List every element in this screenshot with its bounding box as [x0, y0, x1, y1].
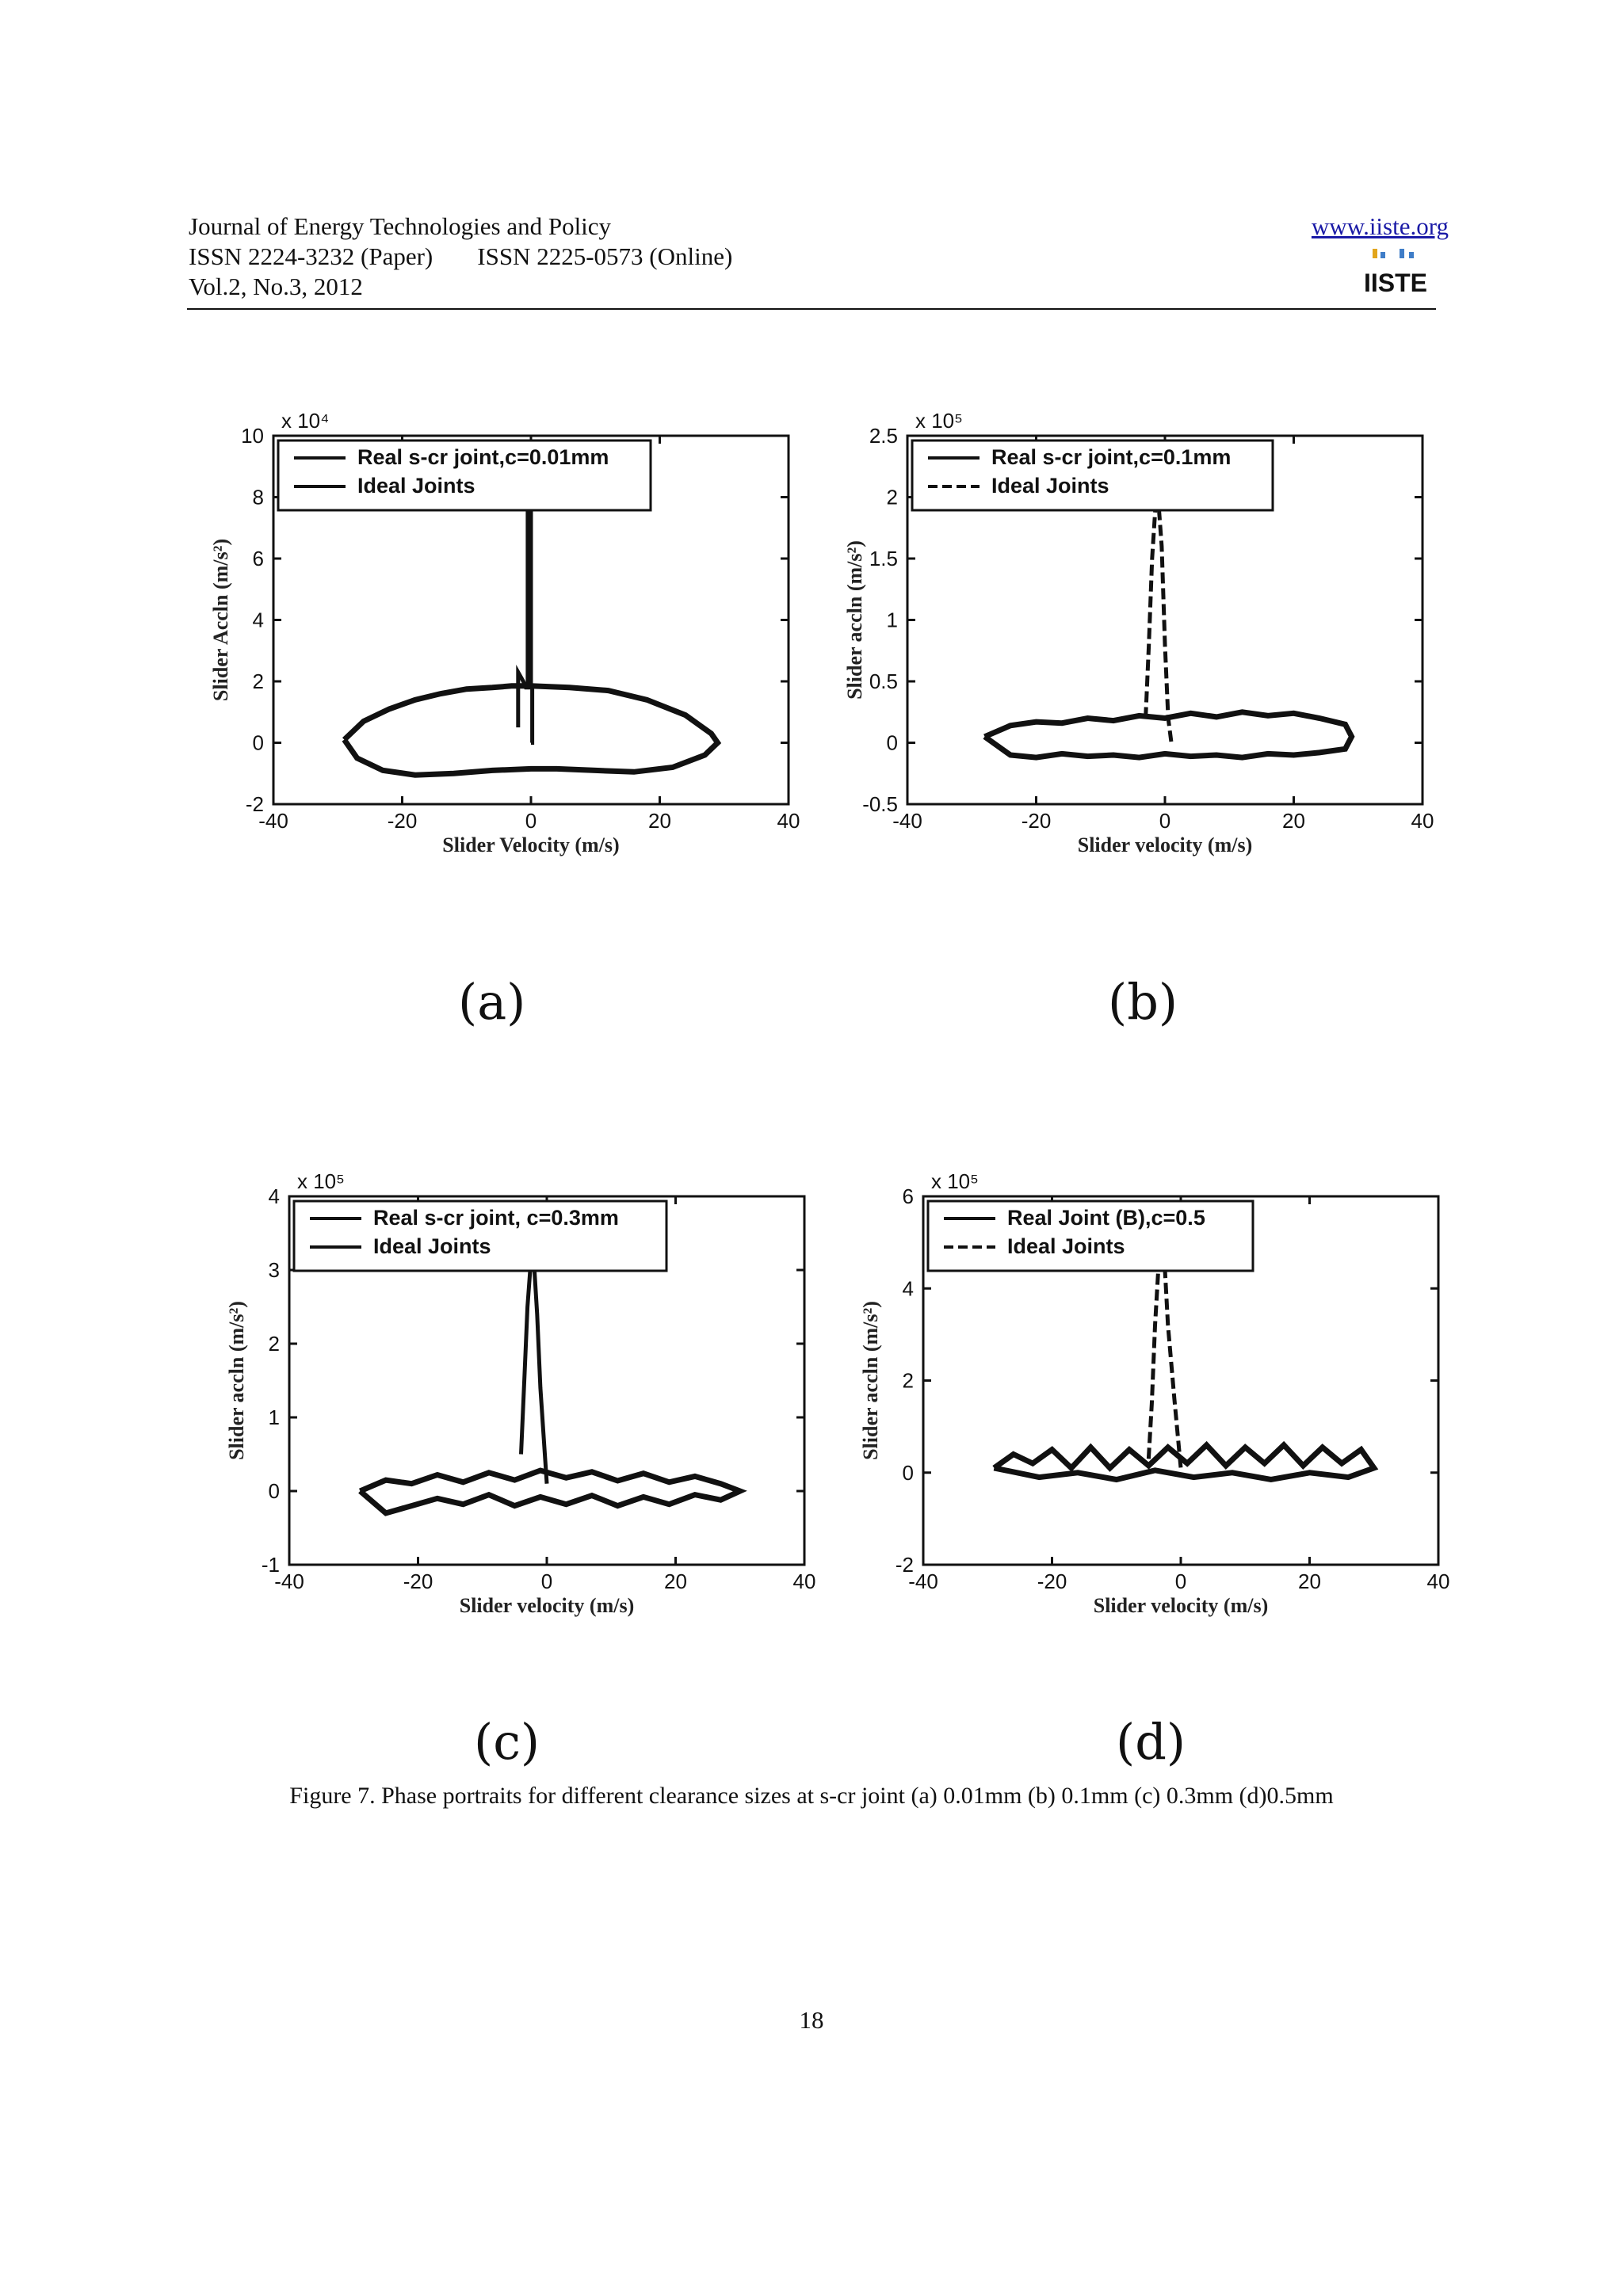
iiste-logo [1363, 246, 1428, 301]
axis-multiplier: x 10⁵ [297, 1169, 345, 1193]
y-axis-label: Slider accln (m/s²) [225, 1301, 248, 1460]
chart-a [198, 372, 800, 879]
y-tick-label: 6 [902, 1184, 914, 1208]
y-tick-label: 10 [241, 424, 264, 448]
y-tick-label: 8 [252, 485, 264, 509]
y-tick-label: 1.5 [869, 547, 898, 570]
x-tick-label: 0 [525, 809, 537, 833]
y-axis-label: Slider Accln (m/s²) [209, 538, 232, 702]
x-tick-label: -20 [1021, 809, 1052, 833]
chart-b [832, 372, 1434, 879]
y-tick-label: 4 [268, 1184, 280, 1208]
chart-d [848, 1133, 1450, 1640]
y-tick-label: 0.5 [869, 669, 898, 693]
y-tick-label: 2 [886, 485, 898, 509]
issn-line [189, 242, 732, 271]
x-axis-label: Slider velocity (m/s) [1093, 1594, 1269, 1617]
legend-label: Real Joint (B),c=0.5 [1007, 1206, 1205, 1230]
x-tick-label: 0 [1159, 809, 1171, 833]
y-tick-label: 0 [252, 730, 264, 755]
x-tick-label: -20 [387, 809, 418, 833]
series-ideal-joints-line [521, 1263, 548, 1484]
x-tick-label: 20 [648, 809, 671, 833]
x-tick-label: 40 [792, 1569, 816, 1593]
x-tick-label: -40 [892, 809, 922, 833]
legend-label: Real s-cr joint, c=0.3mm [373, 1206, 619, 1230]
y-tick-label: 3 [268, 1258, 280, 1282]
legend-label: Ideal Joints [1007, 1234, 1125, 1258]
x-tick-label: -20 [1037, 1569, 1067, 1593]
y-tick-label: 2 [268, 1332, 280, 1356]
y-tick-label: -2 [895, 1553, 914, 1577]
y-tick-label: 0 [902, 1460, 914, 1485]
x-tick-label: 0 [540, 1569, 553, 1593]
issn-paper: ISSN 2224-3232 (Paper) [189, 242, 433, 270]
y-tick-label: -2 [245, 792, 264, 816]
panel-b [832, 372, 1434, 879]
panel-c [214, 1133, 816, 1640]
y-axis-label: Slider accln (m/s²) [859, 1301, 882, 1460]
y-tick-label: 4 [902, 1276, 914, 1301]
x-tick-label: -20 [403, 1569, 433, 1593]
sublabel-a: (a) [458, 973, 526, 1031]
series-ideal-joints-line [1146, 503, 1172, 742]
x-axis-label: Slider velocity (m/s) [1077, 833, 1253, 856]
y-axis-label: Slider accln (m/s²) [843, 540, 866, 700]
y-tick-label: 1 [886, 608, 898, 632]
x-tick-label: 20 [1298, 1569, 1321, 1593]
axis-multiplier: x 10⁵ [931, 1169, 979, 1193]
page-number: 18 [799, 2006, 824, 2034]
x-tick-label: 0 [1174, 1569, 1187, 1593]
journal-title: Journal of Energy Technologies and Policy [189, 212, 612, 240]
panel-a [198, 372, 800, 879]
x-tick-label: 40 [1426, 1569, 1450, 1593]
legend-label: Ideal Joints [373, 1234, 491, 1258]
y-tick-label: 2 [902, 1368, 914, 1393]
x-tick-label: 40 [1411, 809, 1434, 833]
panel-d [848, 1133, 1450, 1640]
x-tick-label: -40 [908, 1569, 938, 1593]
journal-url-link[interactable]: www.iiste.org [1311, 212, 1449, 240]
sublabel-d: (d) [1116, 1713, 1186, 1771]
legend-label: Ideal Joints [357, 474, 475, 498]
x-axis-label: Slider velocity (m/s) [459, 1594, 635, 1617]
sublabel-b: (b) [1108, 973, 1178, 1031]
x-axis-label: Slider Velocity (m/s) [442, 833, 620, 856]
legend-label: Real s-cr joint,c=0.1mm [991, 445, 1232, 469]
y-tick-label: 0 [268, 1479, 280, 1503]
axis-multiplier: x 10⁵ [915, 409, 963, 433]
x-tick-label: 20 [1282, 809, 1305, 833]
legend-label: Ideal Joints [991, 474, 1109, 498]
volume-info: Vol.2, No.3, 2012 [189, 273, 363, 300]
x-tick-label: -40 [274, 1569, 304, 1593]
x-tick-label: -40 [258, 809, 288, 833]
y-tick-label: -1 [261, 1553, 280, 1577]
series-ideal-joints-line [518, 503, 533, 742]
logo-text: IISTE [1363, 269, 1428, 297]
chart-c [214, 1133, 816, 1640]
y-tick-label: 4 [252, 608, 264, 632]
legend-label: Real s-cr joint,c=0.01mm [357, 445, 609, 469]
y-tick-label: 1 [268, 1405, 280, 1429]
x-tick-label: 20 [664, 1569, 687, 1593]
series-ideal-joints-line [1148, 1261, 1181, 1468]
y-tick-label: 6 [252, 547, 264, 570]
y-tick-label: -0.5 [862, 792, 898, 816]
y-tick-label: 2 [252, 669, 264, 693]
figure-caption: Figure 7. Phase portraits for different clearance sizes at s-cr joint (a) 0.01mm (b) 0.1mm (c) 0.3mm (d)0.5mm [289, 1783, 1334, 1809]
x-tick-label: 40 [777, 809, 800, 833]
y-tick-label: 0 [886, 730, 898, 755]
issn-online: ISSN 2225-0573 (Online) [477, 242, 733, 270]
series-real-joint-line [360, 1470, 739, 1513]
sublabel-c: (c) [474, 1713, 540, 1771]
axis-multiplier: x 10⁴ [281, 409, 330, 433]
header-rule [187, 308, 1436, 310]
y-tick-label: 2.5 [869, 424, 898, 448]
series-real-joint-line [994, 1445, 1373, 1480]
